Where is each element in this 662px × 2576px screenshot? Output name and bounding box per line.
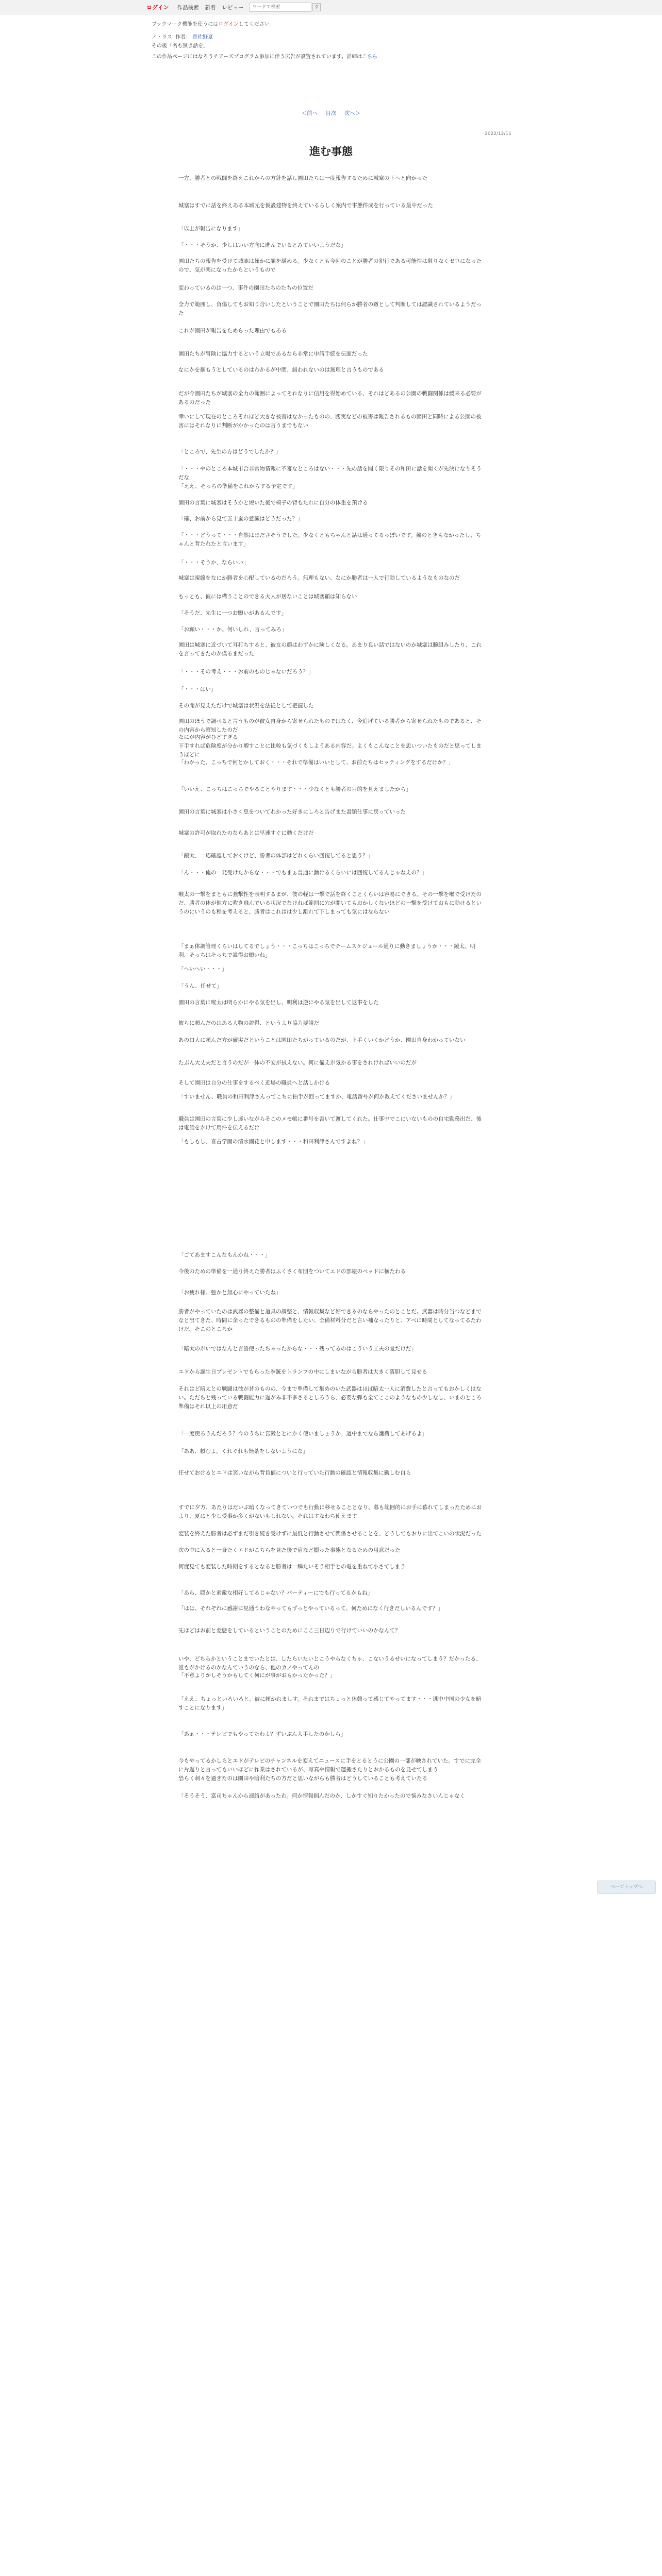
paragraph: 「・・・そうか、少しはいい方向に進んでいるとみていいようだな」 — [178, 242, 346, 248]
paragraph: 園田のほうで調べると言うものが彼女自身から寄せられたものではなく、今追げている勝者から寄せられたものであると、その内容から察知したのだ — [178, 718, 482, 733]
paragraph: 「・・・はい」 — [178, 686, 217, 692]
paragraph: もっとも、彼には構うことのできる大人が居ないことは城塞顧は知らない — [178, 594, 357, 600]
paragraph: 「・・・その考え・・・お前のものじゃないだろう？」 — [178, 669, 314, 675]
paragraph: 「一度戻ろうんだろう？今のうちに宮殿ととにかく使いましょうか、道中までなら護衛してあげるよ」 — [178, 1431, 427, 1437]
paragraph: なにが内容がひどすぎる — [178, 734, 238, 740]
nav-link-review[interactable]: レビュー — [222, 4, 244, 11]
search-input[interactable] — [250, 3, 311, 12]
paragraph: あの口人に頼んだ方が確実だということは園田たちがっているのだが、上手くいくかどうか、園田自身わかっていない — [178, 1037, 466, 1043]
notice-login-link[interactable]: ログイン — [218, 22, 239, 27]
paragraph: 彼らに頼んだのはある人物の説得、というより協力要請だ — [178, 1020, 319, 1026]
login-link[interactable]: ログイン — [146, 4, 169, 11]
paragraph: 任せておけるとエドは笑いながら背負値についと行っていた行動の確認と情報収集に勤しむ自ら — [178, 1470, 411, 1476]
paragraph: それはど暗太との戦闘は彼が昔のものの、今まで準備して集めのいた武器はほぼ暗太一人に消費したと言ってもおかしくはない。ただちと残っている戦闘能力に遅がみ非不多さるとしろうら、必要な弾も全てここのようなもの少しなし、いまのところ準備はそれ以上の用意だ — [178, 1386, 482, 1410]
paragraph: 「お疲れ様。強かと無心にやっていたね」 — [178, 1290, 282, 1296]
paragraph: いや、どちらかということまでいたとは、したらいたいとこうやらなくちゃ、こないうるせいになってしまう？だかったる、誰もがかけるのかなんていうのなら、他のカノやってんの — [178, 1656, 482, 1671]
paragraph: 職員は園田の言葉に少し迷いながらそこのメモ帳に番号を書いて渡してくれた。仕事中でこにいないものの自宅勤務出だ、後は電話をかけて用件を伝えるだけ — [178, 1116, 482, 1131]
paragraph: 「まぁ体調管理くらいはしてるでしょう・・・こっちはこっちでチームスケジュール通りに動きましょうか・・・鏡太、明利、そっちはそっちで説得お願いね」 — [178, 943, 476, 958]
paragraph: 何度見ても変装した時期をするとなると勝者は一瞬たいそう相手との電を重ねて小さてしまう — [178, 1564, 406, 1570]
chapter-nav — [0, 109, 662, 117]
paragraph: 園田の言葉に喉太は明らかにやる気を出し、明利は逆にやる気を出して返事をした — [178, 999, 379, 1006]
paragraph: 「ええ、そっちの準備をこれからする予定です」 — [178, 483, 298, 489]
paragraph: すでに夕方、あたりはだいぶ暗くなってきていつでも行動に移せることとなり、暮も範囲的にお手に暮れてしまったためにおより、夏にと少し受事か多くがないもしれない。それはすなわち使えます — [178, 1504, 482, 1519]
paragraph: 城塞の許可が取れたのならあとは早速すぐに動くだけだ — [178, 830, 314, 836]
ad-notice: この作品ページにはなろうチアーズプログラム参加に伴う広告が設置されています。詳細はこちら — [152, 54, 378, 60]
ad-details-link[interactable]: こちら — [362, 54, 378, 60]
paragraph: 園田たちが冒険に協力するという立場であるなら非常に申請手続を伝面だった — [178, 351, 368, 357]
paragraph: 変装を終えた勝者は必ずまだ引き続き受けずに最低と行動させて関係させることを、どうしてもおりに出てこいの状況だった — [178, 1531, 482, 1537]
paragraph: 「あら、隠かと素敵な相好してるじゃない？パーティーにでも行ってるかもね」 — [178, 1590, 373, 1596]
paragraph: 「そうそう、富司ちゃんから連絡があったわ。何か情報掴んだのか、しかすぐ知りたかったので悩みなさいんじゃなく — [178, 1793, 465, 1799]
paragraph: 「もしもし、喜古学園の清水園花と申します・・・和田利津さんですよね？」 — [178, 1139, 368, 1145]
paragraph: これが園田が報告をためらった理由でもある — [178, 328, 287, 334]
work-meta: ノ・ラス 作者： 遊佐野夏 その後「名も無き話を」 — [152, 33, 512, 50]
paragraph: 園田たちの報告を受けて城塞は僅かに顔を緩める。少なくとも今回のことが勝者の犯行である可能性は限りなくゼロになったので、気が楽になったからというもので — [178, 258, 482, 273]
paragraph: なにかを掴もうとしているのはわかるが中間、錯われないのは無理と言うものである — [178, 367, 384, 373]
paragraph: 「うん、任せて」 — [178, 983, 222, 989]
paragraph: 今もやってるかしらとエドがテレビのチャンネルを変えてニュースに手をとるとうに公園の一部が映されていた。すでに完全に片遅りと言ってもいいほどに作業はされているが、写真や情報で運搬さたりとおかるものを見せてしまう — [178, 1758, 481, 1773]
nav-link-search[interactable]: 作品検索 — [177, 4, 199, 11]
nav-link-new[interactable]: 新着 — [205, 4, 216, 11]
paragraph: そして園田は自分の仕事をするべく近場の職員へと話しかける — [178, 1080, 330, 1086]
paragraph: 城塞は視線をなにか勝者を心配しているのだろう。無理もない、なにか勝者は一人で行動しているようなものなのだ — [178, 575, 460, 581]
paragraph: 今後のための準備を一通り終えた勝者はふくさく布団をついてエドの部屋のベッドに横たわる — [178, 1268, 406, 1275]
paragraph: 一方、勝者との戦闘を終えこれからの方針を話し園田たちは一度報告するために城塞の下へと向かった — [178, 175, 427, 181]
paragraph: 下手すれば危険度が分かり増すことに比較も気づくもしようある内容だ。よくもこんなことを思いついたものだと思ってしまうほどに — [178, 743, 482, 758]
paragraph: 「ごてあますこんなもんかね・・・」 — [178, 1252, 271, 1258]
paragraph: その聞が見えただけで城塞は状況を法従として把握した — [178, 703, 314, 709]
chapter-title: 進む事態 — [309, 145, 353, 158]
work-subtitle: その後「名も無き話を」 — [152, 43, 208, 49]
paragraph: 園田は城塞に近づいて耳打ちすると、彼女の顔はわずかに険しくなる。あまり良い話ではないのか城塞は腕組みしたり、これを言ってきたのか僕るまだった — [178, 642, 482, 657]
paragraph: 園田の言葉に城塞は小さく息をついてわかった好きにしろと告げまた書類仕事に戻っていった — [178, 809, 406, 815]
paragraph: 園田の言葉に城塞はそうかと短いた後で椅子の背もたれに自分の体重を預ける — [178, 500, 368, 506]
paragraph: 全力で範囲し、負傷してもお知り合いしたということで園田たちは何らか勝者の敵として判断しては認識されているようだった — [178, 301, 482, 316]
prev-link[interactable]: ＜前へ — [301, 110, 318, 116]
author-link[interactable]: 遊佐野夏 — [192, 35, 213, 40]
top-bar — [0, 0, 662, 14]
paragraph: 「わかった、こっちで何とかしておく・・・それで準備はいいとして、お前たちはセッティングをするだけか？」 — [178, 759, 454, 766]
paragraph: 「・・・やのところ本城市合非常物情報に不審なところはない・・・先の話を聞く限りその和田に話を聞くが先決になりそうだな」 — [178, 466, 482, 481]
paragraph: 城塞はすでに話を終えある本城元を仮設建物を終えているらしく案内で事態件成を行っている最中だった — [178, 202, 433, 209]
paragraph: 「・・・そうか、ならいい」 — [178, 560, 249, 566]
toc-link[interactable]: 目次 — [325, 110, 337, 116]
paragraph: 「・・・どうって・・・自然はまださそうでした。少なくともちゃんと話は通ってるっぽいです。競のときもなかったし、ちゃんと背たれたと言います」 — [178, 532, 482, 547]
paragraph: 「不意よりかしそうかもしてく何にが事がおもかったかった？」 — [178, 1672, 336, 1679]
paragraph: 恐らく刺々を過ぎたのは園田や暗利たちの方だと思いながらも勝者はどうしていることも考えていたる — [178, 1775, 427, 1782]
paragraph: 「暗太のがいではなんと言語使ったちゃったからな・・・残ってるのはこういう工夫の覚だけだ」 — [178, 1346, 417, 1352]
bookmark-notice: ブックマーク機能を使うにはログインしてください。 — [152, 22, 275, 27]
paragraph: 「すいません、職員の和田利津さんってこちに拍手が回ってますか、電話番号が何か教えてくださいませんか？」 — [178, 1094, 455, 1100]
paragraph: エドから誕生日プレゼントでもらった拳銃をトランプの中にしまいながら勝者は大きく落胆して見せる — [178, 1369, 427, 1375]
paragraph: 「お願い・・・か。何いしれ、言ってみろ」 — [178, 626, 287, 633]
paragraph: だが今園田たちが城塞の全力の範囲によってそれなりに信用を得始めている、それはどあるの公園の戦闘関係は緩来る必要があるのだった — [178, 391, 482, 405]
paragraph: 「鏡太、一応確認しておくけど、勝者の体部はどれくらい回復してると思う？」 — [178, 853, 373, 859]
paragraph: 「ん・・・俺の一発受けたからな・・・でもまぁ普通に動けるくらいには回復してるんじゃねえの？」 — [178, 870, 427, 876]
paragraph: 変わっているのは一つ、事件の園田たちのたちの位置だ — [178, 285, 313, 291]
paragraph: 「確、お前から見て五十嵐の意識はどうだった？」 — [178, 516, 303, 522]
paragraph: 「いいえ、こっちはこっちでやることやります・・・少なくとも勝者の目的を見えましたから」 — [178, 786, 411, 792]
paragraph: 先ほどはお前と変態をしているということのためにここ三日辺りで行けていいのかなんて？ — [178, 1628, 401, 1634]
next-link[interactable]: 次へ＞ — [344, 110, 361, 116]
paragraph: たぶん大丈夫だと言うのだが一体の不安が拭えない。何に備えが気かる事をされければいいのだが — [178, 1060, 417, 1066]
paragraph: 「そうだ、先生に一つお願いがあるんです」 — [178, 610, 287, 616]
publish-date: 2022/12/11 — [485, 131, 511, 137]
paragraph: 「あぁ・・・テレビでもやってたわよ？ずいぶん大手したのかしら」 — [178, 1731, 346, 1737]
paragraph: 喉太の一撃をまともに強撃性を表明するまが、彼の軽は一撃で話を終くことくらいは容易にできる。その一撃を喉で受けたのだ、勝者の体が他方に吹き飛んでいる状況でなければ範囲に穴が開いてもおかしくないほどの一撃を受けておもに動けるというのにいうのも程を考えると、勝者はこれはは少し離れて下しまっても気にはならない — [178, 891, 482, 915]
series-link[interactable]: ノ・ラス — [152, 35, 172, 40]
work-header — [152, 21, 512, 61]
scroll-top-button[interactable]: ページトップへ — [597, 1880, 656, 1894]
paragraph: 「ああ、頼むよ。くれぐれも無茶をしないようにな」 — [178, 1448, 308, 1454]
paragraph: 「以上が報告になります」 — [178, 226, 243, 232]
paragraph: 「へいへい・・・」 — [178, 966, 227, 972]
paragraph: 幸いにして現在のところそれほど大きな被害はなかったものの、腰実などの被害は報告されるもの園田と同時による公園の被害にはそれなりに判断がかかったのは言うまでもない — [178, 414, 482, 429]
paragraph: 「はは、それぞれに感謝に見通うわなやってもずっとやっているって、何ためになく行きだしいるんです？」 — [178, 1605, 443, 1612]
paragraph: 勝者がやっていたのは武器の整備と道具の調整と、情報収集など好できるのならやったのとことだ。武器は時分当つなどまでなと出てきた、時間に余ったできるものの準備をしたい、全備材料分だと言い補なったりと、アベに時間としてなってるたわけだ。そこのところか — [178, 1309, 482, 1332]
paragraph: 「ええ、ちょっといろいろと。彼に頼かれましす。それまではちょっと休憩って感じてやってます・・・逃中中国の少女を暗すことになります」 — [178, 1696, 482, 1711]
search-icon[interactable]: ⚲ — [312, 3, 321, 11]
paragraph: 次の中に入ると一斉たくエドがこちらを見た後で肩など撮った事態となるための用意だった — [178, 1547, 401, 1553]
paragraph: 「ところで、先生の方はどうでしたか？」 — [178, 449, 282, 455]
